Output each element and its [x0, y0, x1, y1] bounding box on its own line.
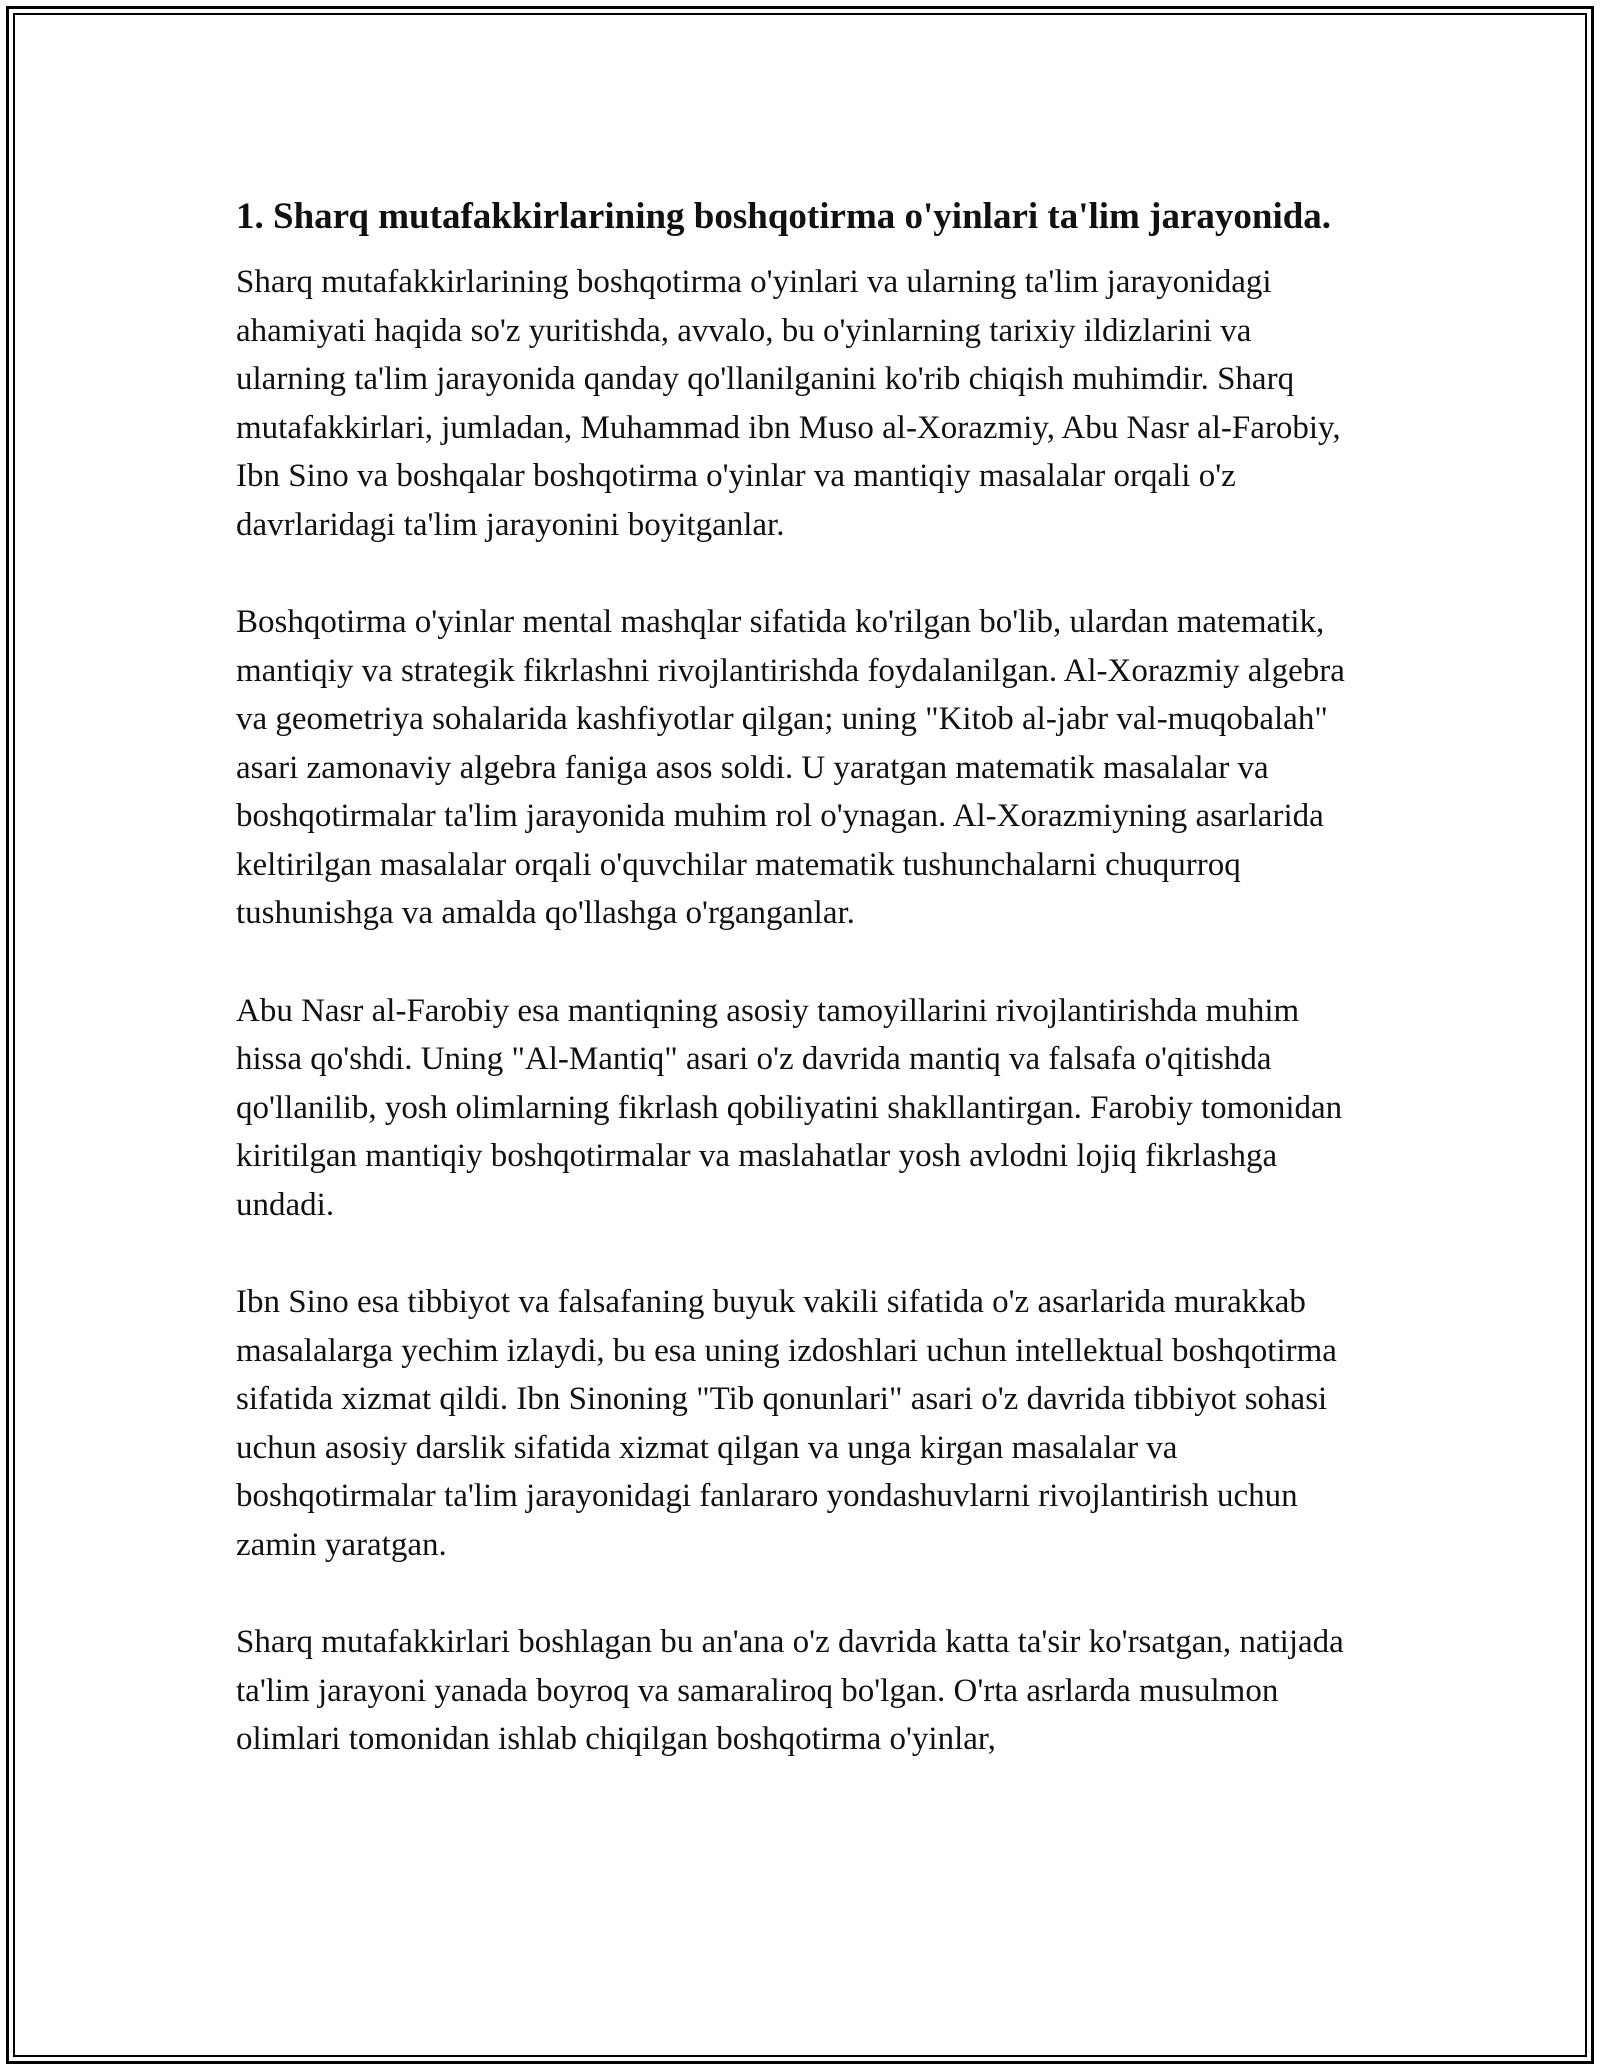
section-heading: 1. Sharq mutafakkirlarining boshqotirma o'yinlari ta'lim jarayonida.	[236, 196, 1332, 237]
paragraph-al-xorazmiy: Boshqotirma o'yinlar mental mashqlar sifatida ko'rilgan bo'lib, ulardan matematik, mantiqiy va strategik fikrlashni rivojlantirishda foydalanilgan. Al-Xorazmiy algebra va geometriya sohalarida kashfiyotlar qilgan; uning "Kitob al-jabr val-muqobalah" asari zamonaviy algebra faniga asos soldi. U yaratgan matematik masalalar va boshqotirmalar ta'lim jarayonida muhim rol o'ynagan. Al-Xorazmiyning asarlarida keltirilgan masalalar orqali o'quvchilar matematik tushunchalarni chuqurroq tushunishga va amalda qo'llashga o'rganganlar.	[236, 604, 1345, 931]
paragraph-al-farobiy: Abu Nasr al-Farobiy esa mantiqning asosiy tamoyillarini rivojlantirishda muhim hissa qo'shdi. Uning "Al-Mantiq" asari o'z davrida mantiq va falsafa o'qitishda qo'llanilib, yosh olimlarning fikrlash qobiliyatini shakllantirgan. Farobiy tomonidan kiritilgan mantiqiy boshqotirmalar va maslahatlar yosh avlodni lojiq fikrlashga undadi.	[236, 992, 1343, 1223]
paragraph-tradition: Sharq mutafakkirlari boshlagan bu an'ana o'z davrida katta ta'sir ko'rsatgan, natijada ta'lim jarayoni yanada boyroq va samaraliroq bo'lgan. O'rta asrlarda musulmon olimlari tomonidan ishlab chiqilgan boshqotirma o'yinlar,	[236, 1624, 1344, 1757]
document-body	[236, 188, 1366, 1813]
paragraph-intro: Sharq mutafakkirlarining boshqotirma o'yinlari va ularning ta'lim jarayonidagi ahamiyati haqida so'z yuritishda, avvalo, bu o'yinlarning tarixiy ildizlarini va ularning ta'lim jarayonida qanday qo'llanilganini ko'rib chiqish muhimdir. Sharq mutafakkirlari, jumladan, Muhammad ibn Muso al-Xorazmiy, Abu Nasr al-Farobiy, Ibn Sino va boshqalar boshqotirma o'yinlar va mantiqiy masalalar orqali o'z davrlaridagi ta'lim jarayonini boyitganlar.	[236, 264, 1341, 543]
paragraph-ibn-sino: Ibn Sino esa tibbiyot va falsafaning buyuk vakili sifatida o'z asarlarida murakkab masalalarga yechim izlaydi, bu esa uning izdoshlari uchun intellektual boshqotirma sifatida xizmat qildi. Ibn Sinoning "Tib qonunlari" asari o'z davrida tibbiyot sohasi uchun asosiy darslik sifatida xizmat qilgan va unga kirgan masalalar va boshqotirmalar ta'lim jarayonidagi fanlararo yondashuvlarni rivojlantirish uchun zamin yaratgan.	[236, 1284, 1337, 1563]
